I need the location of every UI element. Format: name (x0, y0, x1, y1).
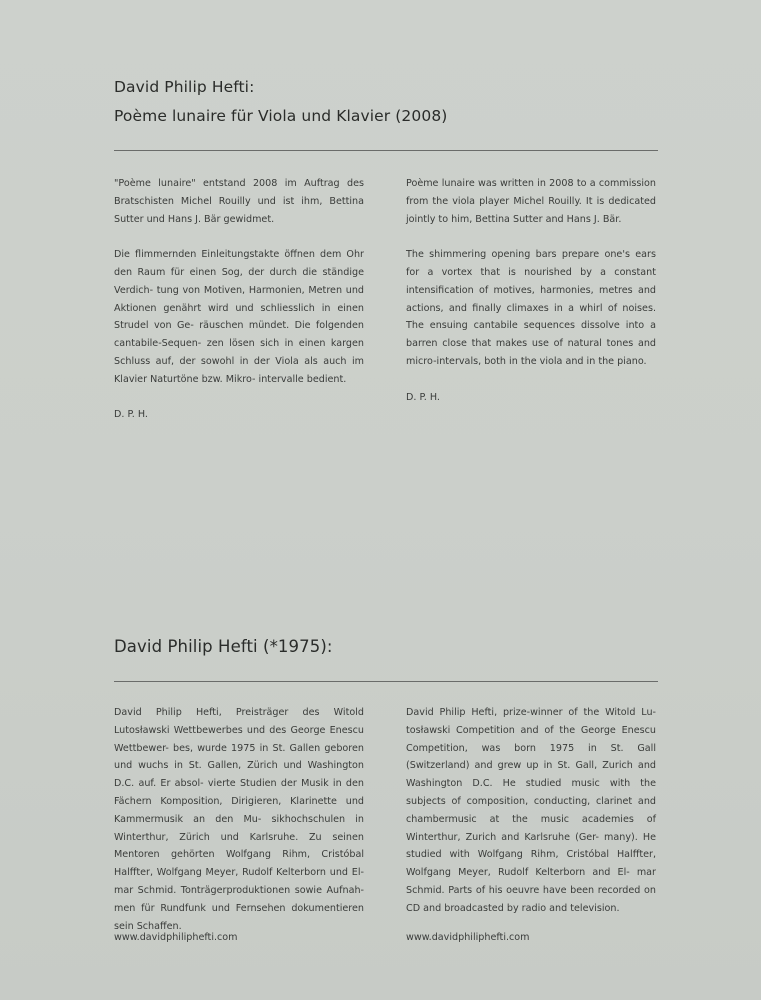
biography-german-text: David Philip Hefti, Preisträger des Witold Lutosławski Wettbewerbes und des George Enescu Wettbewer- bes, wurde 1975 in St. Gallen geboren und wuchs in St. Gallen, Zürich und Washington D.C. auf. Er absol- vierte Studien der Musik in den Fächern Komposition, Dirigieren, Klarinette und Kammermusik an den Mu- sikhochschulen in Winterthur, Zürich und Karlsruhe. Zu seinen Mentoren gehörten Wolfgang Rihm, Cristóbal Halffter, Wolfgang Meyer, Rudolf Kelterborn und El- mar Schmid. Tonträgerproduktionen sowie Aufnah- men für Rundfunk und Fernsehen dokumentieren sein Schaffen. (114, 707, 364, 932)
program-note-german (114, 175, 364, 424)
german-paragraph-1: "Poème lunaire" entstand 2008 im Auftrag des Bratschisten Michel Rouilly und ist ihm, Bettina Sutter und Hans J. Bär gewidmet. (114, 178, 364, 225)
german-signature: D. P. H. (114, 409, 148, 421)
biography-german (114, 704, 364, 935)
german-paragraph-2: Die flimmernden Einleitungstakte öffnen dem Ohr den Raum für einen Sog, der durch die ständige Verdich- tung von Motiven, Harmonien, Metren und Aktionen genährt wird und schliesslich in einen Strudel von Ge- räuschen mündet. Die folgenden cantabile-Sequen- zen lösen sich in einen kargen Schluss auf, der sowohl in der Viola als auch im Klavier Naturtöne bzw. Mikro- intervalle bedient. (114, 249, 364, 385)
website-link-german[interactable]: www.davidphiliphefti.com (114, 932, 238, 943)
english-signature: D. P. H. (406, 391, 440, 403)
composer-heading: David Philip Hefti: (114, 78, 255, 96)
biography-heading: David Philip Hefti (*1975): (114, 637, 333, 656)
program-note-english (406, 175, 656, 406)
biography-english (406, 704, 656, 918)
section1-divider (114, 150, 658, 151)
website-link-english[interactable]: www.davidphiliphefti.com (406, 932, 530, 943)
work-title: Poème lunaire für Viola und Klavier (2008) (114, 107, 448, 125)
english-paragraph-2: The shimmering opening bars prepare one's ears for a vortex that is nourished by a constant intensification of motives, harmonies, metres and actions, and finally climaxes in a whirl of noises. The ensuing cantabile sequences dissolve into a barren close that makes use of natural tones and micro-intervals, both in the viola and in the piano. (406, 249, 656, 367)
biography-english-text: David Philip Hefti, prize-winner of the Witold Lu- tosławski Competition and of the George Enescu Competition, was born 1975 in St. Gall (Switzerland) and grew up in St. Gall, Zurich and Washington D.C. He studied music with the subjects of composition, conducting, clarinet and chambermusic at the music academies of Winterthur, Zurich and Karlsruhe (Ger- many). He studied with Wolfgang Rihm, Cristóbal Halffter, Wolfgang Meyer, Rudolf Kelterborn and El- mar Schmid. Parts of his oeuvre have been recorded on CD and broadcasted by radio and television. (406, 707, 656, 914)
section2-divider (114, 681, 658, 682)
english-paragraph-1: Poème lunaire was written in 2008 to a commission from the viola player Michel Rouilly. It is dedicated jointly to him, Bettina Sutter and Hans J. Bär. (406, 178, 656, 225)
